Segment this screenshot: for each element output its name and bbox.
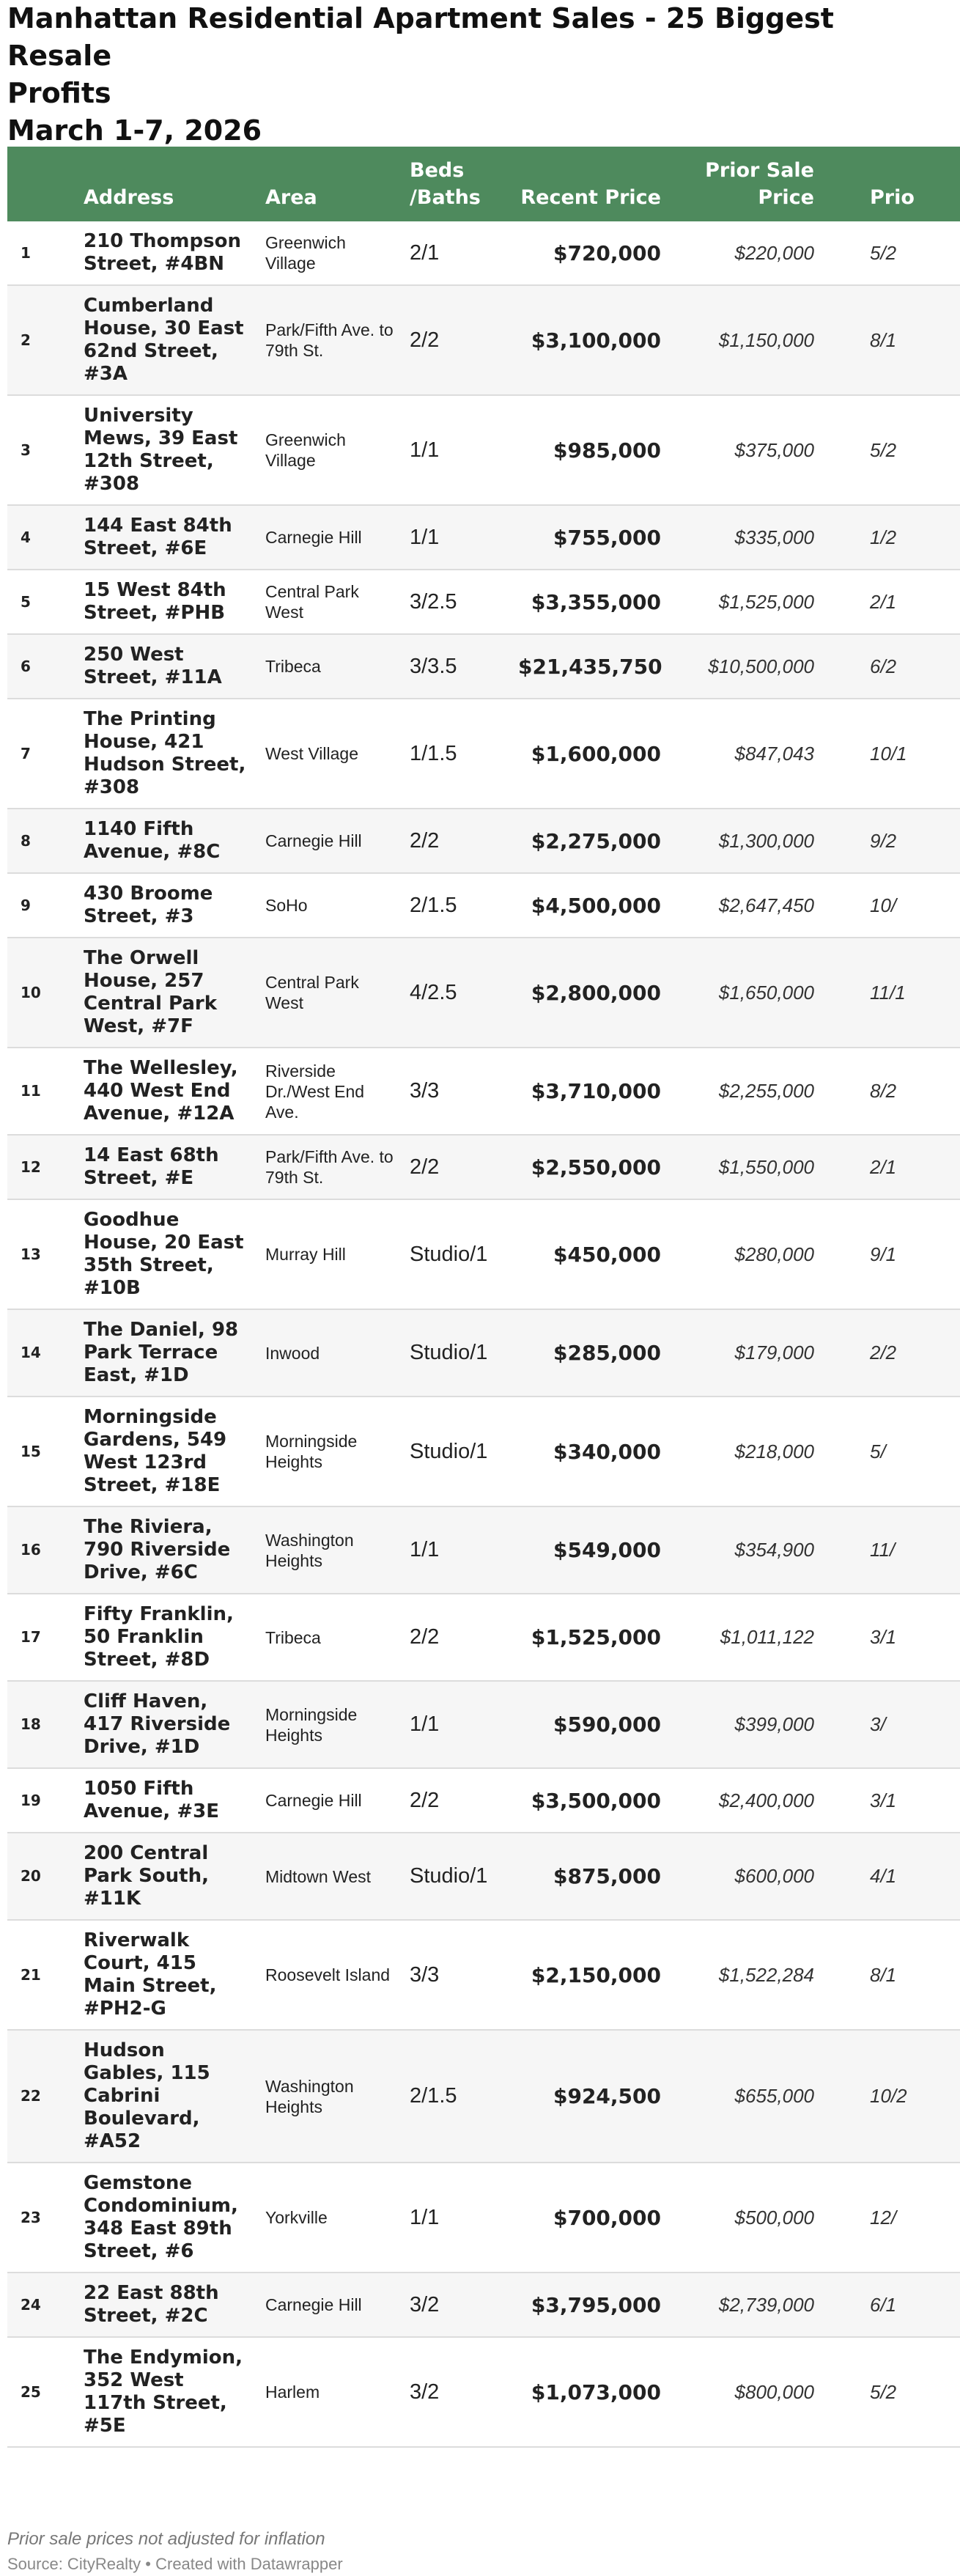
cell-area: Roosevelt Island [265, 1965, 391, 1984]
cell-prior-sale-date: 4/1 [870, 1865, 897, 1887]
cell-rank: 12 [21, 1158, 41, 1176]
cell-area: Carnegie Hill [265, 831, 362, 850]
cell-area: Morningside Heights [265, 1704, 358, 1745]
cell-address: Morningside Gardens, 549 West 123rd Street, #18E [84, 1406, 227, 1496]
cell-recent-price: $1,525,000 [531, 1625, 661, 1649]
cell-address: 144 East 84th Street, #6E [84, 515, 232, 559]
table-row [7, 2337, 960, 2447]
title-line-3: March 1-7, 2026 [7, 114, 262, 147]
header-rank [7, 147, 84, 221]
cell-address: The Endymion, 352 West 117th Street, #5E [84, 2347, 243, 2437]
cell-prior-sale-date: 5/2 [870, 241, 897, 264]
cell-prior-sale-date: 6/1 [870, 2293, 897, 2316]
cell-rank: 22 [21, 2087, 41, 2105]
cell-prior-sale-date: 2/2 [870, 1342, 897, 1364]
cell-address: The Printing House, 421 Hudson Street, #308 [84, 708, 246, 798]
table-row [7, 634, 960, 699]
cell-recent-price: $2,800,000 [531, 980, 661, 1005]
cell-area: Greenwich Village [265, 430, 346, 470]
cell-prior-sale-date: 8/2 [870, 1080, 897, 1102]
cell-rank: 24 [21, 2295, 41, 2314]
cell-address: 14 East 68th Street, #E [84, 1144, 219, 1189]
cell-prior-sale-date: 3/1 [870, 1626, 897, 1648]
cell-rank: 8 [21, 831, 31, 850]
cell-prior-sale-price: $220,000 [734, 241, 814, 264]
cell-prior-sale-price: $354,900 [734, 1539, 814, 1561]
cell-area: Central Park West [265, 582, 359, 622]
cell-rank: 15 [21, 1442, 41, 1460]
table-row [7, 1506, 960, 1594]
cell-recent-price: $875,000 [553, 1864, 661, 1888]
cell-address: Hudson Gables, 115 Cabrini Boulevard, #A52 [84, 2039, 210, 2152]
cell-rank: 11 [21, 1082, 41, 1100]
table-row [7, 1594, 960, 1681]
cell-prior-sale-price: $847,043 [734, 742, 814, 765]
cell-area: Yorkville [265, 2208, 328, 2227]
cell-beds-baths: 3/3 [410, 1962, 440, 1987]
table-row [7, 1135, 960, 1199]
cell-prior-sale-date: 10/2 [870, 2085, 907, 2107]
cell-area: Carnegie Hill [265, 1791, 362, 1810]
table-row [7, 938, 960, 1048]
cell-prior-sale-price: $655,000 [734, 2085, 814, 2107]
title-line-2: Profits [7, 77, 111, 109]
cell-rank: 7 [21, 744, 31, 762]
cell-area: Harlem [265, 2382, 320, 2402]
cell-prior-sale-date: 5/2 [870, 438, 897, 461]
cell-address: University Mews, 39 East 12th Street, #308 [84, 405, 238, 495]
cell-prior-sale-price: $500,000 [734, 2206, 814, 2229]
header-address[interactable]: Address [84, 186, 174, 209]
cell-prior-sale-price: $218,000 [734, 1440, 814, 1462]
cell-recent-price: $3,710,000 [531, 1079, 661, 1103]
cell-beds-baths: 3/2 [410, 2292, 440, 2316]
cell-rank: 1 [21, 243, 31, 262]
cell-recent-price: $590,000 [553, 1712, 661, 1737]
cell-recent-price: $3,795,000 [531, 2292, 661, 2317]
cell-prior-sale-price: $399,000 [734, 1713, 814, 1735]
cell-prior-sale-date: 9/2 [870, 829, 897, 852]
table-row [7, 1833, 960, 1920]
cell-address: The Wellesley, 440 West End Avenue, #12A [84, 1057, 238, 1125]
table-scroll-container[interactable] [7, 147, 915, 2448]
header-prior-sale-date[interactable]: Prio [870, 186, 915, 209]
cell-address: The Orwell House, 257 Central Park West, #7F [84, 947, 217, 1037]
cell-prior-sale-date: 11/ [870, 1539, 896, 1561]
cell-area: Park/Fifth Ave. to 79th St. [265, 1147, 394, 1187]
cell-prior-sale-price: $600,000 [734, 1865, 814, 1887]
cell-prior-sale-date: 8/1 [870, 1963, 897, 1986]
chart-title [7, 0, 872, 150]
cell-beds-baths: 2/2 [410, 328, 440, 352]
cell-beds-baths: 3/2 [410, 2380, 440, 2404]
cell-prior-sale-date: 10/ [870, 894, 897, 916]
cell-rank: 10 [21, 983, 41, 1001]
cell-recent-price: $2,275,000 [531, 828, 661, 853]
cell-prior-sale-date: 9/1 [870, 1243, 897, 1265]
cell-recent-price: $2,150,000 [531, 1962, 661, 1987]
cell-area: Tribeca [265, 1627, 321, 1647]
cell-recent-price: $2,550,000 [531, 1155, 661, 1180]
cell-beds-baths: Studio/1 [410, 1439, 488, 1463]
table-row [7, 873, 960, 938]
cell-prior-sale-date: 5/2 [870, 2380, 897, 2403]
cell-rank: 13 [21, 1245, 41, 1263]
cell-recent-price: $924,500 [553, 2084, 661, 2108]
header-area[interactable]: Area [265, 186, 317, 209]
cell-rank: 17 [21, 1628, 41, 1646]
table-row [7, 395, 960, 505]
footnote: Prior sale prices not adjusted for inflation [7, 2529, 325, 2549]
cell-prior-sale-price: $2,647,450 [718, 894, 814, 916]
cell-prior-sale-date: 3/ [870, 1713, 886, 1735]
cell-address: 22 East 88th Street, #2C [84, 2282, 219, 2327]
table-row [7, 1048, 960, 1135]
cell-area: Washington Heights [265, 2076, 354, 2116]
cell-rank: 4 [21, 528, 31, 546]
cell-recent-price: $700,000 [553, 2205, 661, 2230]
cell-recent-price: $21,435,750 [518, 654, 662, 679]
cell-address: 1140 Fifth Avenue, #8C [84, 818, 221, 863]
cell-rank: 18 [21, 1715, 41, 1733]
table-header-row [7, 147, 960, 221]
cell-recent-price: $340,000 [553, 1439, 661, 1464]
cell-beds-baths: Studio/1 [410, 1242, 488, 1266]
cell-area: Midtown West [265, 1866, 372, 1886]
cell-prior-sale-date: 10/1 [870, 742, 907, 765]
table-row [7, 2273, 960, 2337]
cell-rank: 14 [21, 1344, 41, 1361]
cell-prior-sale-price: $1,522,284 [718, 1963, 814, 1986]
cell-beds-baths: 1/1 [410, 2205, 440, 2229]
cell-beds-baths: Studio/1 [410, 1341, 488, 1364]
cell-prior-sale-date: 5/ [870, 1440, 886, 1462]
table-row [7, 570, 960, 634]
table-row [7, 809, 960, 873]
cell-recent-price: $549,000 [553, 1538, 661, 1562]
cell-rank: 23 [21, 2208, 41, 2226]
cell-prior-sale-price: $335,000 [734, 526, 814, 548]
cell-address: Riverwalk Court, 415 Main Street, #PH2-G [84, 1929, 217, 2020]
cell-rank: 6 [21, 657, 31, 675]
cell-beds-baths: 2/2 [410, 828, 440, 853]
cell-area: SoHo [265, 896, 308, 915]
cell-area: Carnegie Hill [265, 528, 362, 547]
cell-prior-sale-price: $10,500,000 [708, 655, 814, 677]
table-row [7, 699, 960, 809]
cell-address: The Riviera, 790 Riverside Drive, #6C [84, 1516, 231, 1583]
cell-recent-price: $985,000 [553, 438, 661, 463]
cell-rank: 19 [21, 1791, 41, 1809]
title-line-1: Manhattan Residential Apartment Sales - 25 Biggest Resale [7, 2, 834, 72]
cell-beds-baths: 3/2.5 [410, 589, 457, 614]
cell-address: Cumberland House, 30 East 62nd Street, #3A [84, 295, 244, 385]
cell-beds-baths: Studio/1 [410, 1864, 488, 1888]
cell-address: Goodhue House, 20 East 35th Street, #10B [84, 1209, 244, 1299]
cell-address: 250 West Street, #11A [84, 644, 222, 688]
cell-area: Inwood [265, 1343, 320, 1363]
cell-beds-baths: 1/1 [410, 438, 440, 462]
cell-recent-price: $720,000 [553, 240, 661, 265]
cell-area: Park/Fifth Ave. to 79th St. [265, 320, 394, 360]
cell-rank: 21 [21, 1965, 41, 1984]
table-row [7, 285, 960, 395]
cell-address: 430 Broome Street, #3 [84, 883, 213, 927]
cell-address: 15 West 84th Street, #PHB [84, 579, 226, 624]
table-row [7, 2030, 960, 2163]
cell-area: Riverside Dr./West End Ave. [265, 1061, 365, 1122]
cell-address: The Daniel, 98 Park Terrace East, #1D [84, 1319, 239, 1386]
cell-prior-sale-date: 2/1 [870, 590, 897, 613]
cell-beds-baths: 1/1 [410, 1712, 440, 1736]
table-row [7, 221, 960, 285]
table-row [7, 1309, 960, 1396]
cell-beds-baths: 2/2 [410, 1625, 440, 1649]
cell-recent-price: $3,500,000 [531, 1788, 661, 1813]
cell-recent-price: $4,500,000 [531, 893, 661, 918]
cell-prior-sale-price: $1,300,000 [718, 829, 814, 852]
cell-prior-sale-price: $1,550,000 [718, 1155, 814, 1178]
cell-prior-sale-price: $800,000 [734, 2380, 814, 2403]
cell-beds-baths: 2/1.5 [410, 2084, 457, 2108]
cell-beds-baths: 4/2.5 [410, 980, 457, 1004]
cell-beds-baths: 2/1.5 [410, 893, 457, 917]
cell-area: Washington Heights [265, 1530, 354, 1570]
cell-address: 1050 Fifth Avenue, #3E [84, 1778, 219, 1822]
cell-prior-sale-price: $2,255,000 [718, 1080, 814, 1102]
cell-beds-baths: 1/1 [410, 525, 440, 549]
cell-rank: 2 [21, 331, 31, 349]
cell-prior-sale-date: 11/1 [870, 981, 906, 1004]
cell-rank: 20 [21, 1867, 41, 1885]
cell-address: Gemstone Condominium, 348 East 89th Street, #6 [84, 2172, 238, 2262]
cell-area: Carnegie Hill [265, 2295, 362, 2314]
cell-address: 210 Thompson Street, #4BN [84, 230, 241, 275]
cell-area: Central Park West [265, 973, 359, 1012]
cell-area: Greenwich Village [265, 233, 346, 273]
cell-beds-baths: 1/1 [410, 1538, 440, 1561]
table-row [7, 1768, 960, 1833]
cell-prior-sale-date: 8/1 [870, 328, 897, 351]
header-prior-sale-price[interactable]: Prior Sale Price [705, 159, 814, 209]
table-row [7, 1396, 960, 1506]
cell-prior-sale-date: 12/ [870, 2206, 897, 2229]
cell-address: Cliff Haven, 417 Riverside Drive, #1D [84, 1690, 231, 1758]
cell-beds-baths: 3/3 [410, 1079, 440, 1103]
cell-rank: 16 [21, 1541, 41, 1559]
header-recent-price[interactable]: Recent Price [520, 186, 661, 209]
cell-recent-price: $1,073,000 [531, 2380, 661, 2404]
cell-prior-sale-price: $2,400,000 [718, 1789, 814, 1811]
cell-recent-price: $285,000 [553, 1341, 661, 1365]
cell-prior-sale-price: $1,150,000 [718, 328, 814, 351]
cell-prior-sale-date: 2/1 [870, 1155, 897, 1178]
cell-rank: 25 [21, 2382, 41, 2401]
table-row [7, 1681, 960, 1768]
cell-rank: 3 [21, 441, 31, 459]
cell-prior-sale-date: 6/2 [870, 655, 897, 677]
cell-beds-baths: 2/2 [410, 1155, 440, 1179]
cell-prior-sale-price: $375,000 [734, 438, 814, 461]
cell-address: 200 Central Park South, #11K [84, 1842, 209, 1910]
table-body [7, 221, 960, 2447]
cell-area: Morningside Heights [265, 1432, 358, 1471]
cell-beds-baths: 2/1 [410, 240, 440, 265]
source-credit: Source: CityRealty • Created with Datawrapper [7, 2555, 343, 2573]
cell-recent-price: $450,000 [553, 1242, 661, 1267]
cell-area: West Village [265, 744, 358, 763]
cell-prior-sale-price: $280,000 [734, 1243, 814, 1265]
table-row [7, 505, 960, 570]
cell-beds-baths: 1/1.5 [410, 741, 457, 765]
cell-prior-sale-price: $179,000 [734, 1342, 814, 1364]
cell-address: Fifty Franklin, 50 Franklin Street, #8D [84, 1603, 234, 1671]
cell-beds-baths: 2/2 [410, 1788, 440, 1812]
table-row [7, 1920, 960, 2030]
cell-rank: 9 [21, 896, 31, 914]
cell-prior-sale-price: $1,650,000 [718, 981, 814, 1004]
cell-prior-sale-price: $1,011,122 [720, 1626, 814, 1648]
table-row [7, 2163, 960, 2273]
cell-rank: 5 [21, 592, 31, 611]
cell-area: Tribeca [265, 657, 321, 676]
cell-prior-sale-price: $1,525,000 [718, 590, 814, 613]
cell-recent-price: $755,000 [553, 525, 661, 550]
cell-recent-price: $3,100,000 [531, 328, 661, 353]
sales-table [7, 147, 960, 2448]
cell-prior-sale-price: $2,739,000 [718, 2293, 814, 2316]
header-beds-baths[interactable]: Beds /Baths [410, 159, 481, 209]
cell-recent-price: $3,355,000 [531, 589, 661, 614]
table-row [7, 1199, 960, 1309]
cell-beds-baths: 3/3.5 [410, 654, 457, 678]
cell-recent-price: $1,600,000 [531, 741, 661, 766]
cell-prior-sale-date: 1/2 [870, 526, 897, 548]
cell-prior-sale-date: 3/1 [870, 1789, 897, 1811]
cell-area: Murray Hill [265, 1245, 346, 1264]
